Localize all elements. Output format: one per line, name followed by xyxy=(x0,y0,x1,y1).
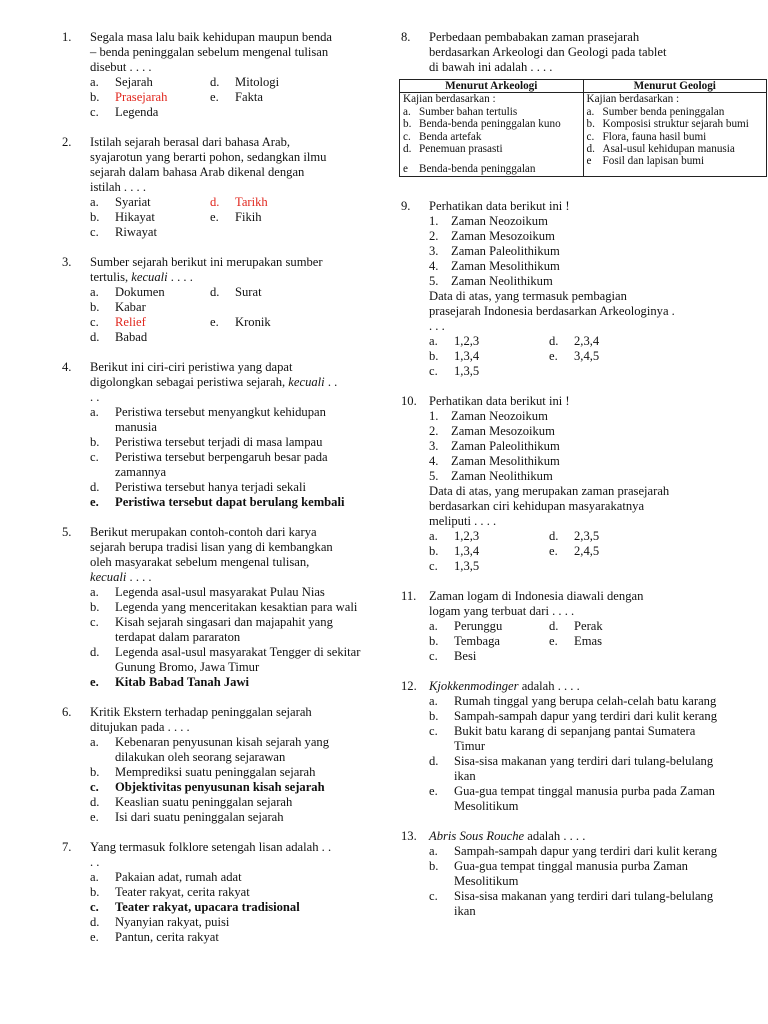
option-empty xyxy=(210,300,362,315)
option-a: a. Legenda asal-usul masyarakat Pulau Nias xyxy=(90,585,325,599)
options xyxy=(90,405,362,510)
question-number: 8. xyxy=(401,30,411,44)
question-number: 9. xyxy=(401,198,411,213)
option-a: a. Sejarah xyxy=(90,75,153,89)
option-e: e. Pantun, cerita rakyat xyxy=(90,930,219,944)
question-number: 11. xyxy=(401,588,417,603)
highlighted-answer: Kitab Babad Tanah Jawi xyxy=(115,675,250,689)
option-a: a. Syariat xyxy=(90,195,151,209)
table-item: a. Sumber benda peninggalan xyxy=(586,105,725,118)
options xyxy=(429,844,721,919)
comparison-table xyxy=(399,79,767,177)
highlighted-answer: Objektivitas penyusunan kisah sejarah xyxy=(115,780,325,794)
option-e: e. Fakta xyxy=(210,90,263,104)
question-text: . . . xyxy=(429,318,445,333)
options xyxy=(429,529,721,574)
option-a: a. 1,2,3 xyxy=(429,528,480,543)
table-intro: Kajian berdasarkan : xyxy=(403,93,496,106)
question-number: 3. xyxy=(62,255,72,269)
question-text: Sumber sejarah berikut ini merupakan sumber xyxy=(90,255,323,269)
question-text: istilah . . . . xyxy=(90,180,146,194)
question-text: . . xyxy=(90,855,100,869)
option-b: b. 1,3,4 xyxy=(429,543,480,558)
question-8 xyxy=(401,30,749,177)
question-6 xyxy=(62,705,362,825)
options xyxy=(90,195,362,240)
option-c: c. 1,3,5 xyxy=(429,363,480,378)
option-d: d. Sisa-sisa makanan yang terdiri dari tulang-belulang ikan xyxy=(429,753,714,783)
question-number: 1. xyxy=(62,30,72,44)
table-item: c. Benda artefak xyxy=(403,130,482,143)
option-e: e. Kronik xyxy=(210,315,271,329)
question-text: disebut . . . . xyxy=(90,60,152,74)
table-header-geologi: Menurut Geologi xyxy=(583,80,767,93)
question-text: logam yang terbuat dari . . . . xyxy=(429,603,575,618)
option-d: d. Surat xyxy=(210,285,262,299)
option-b: b. Sampah-sampah dapur yang terdiri dari kulit kerang xyxy=(429,708,717,723)
option-b: b. Memprediksi suatu peninggalan sejarah xyxy=(90,765,316,779)
question-text: kecuali . . . . xyxy=(90,570,152,584)
question-text: Data di atas, yang merupakan zaman prasejarah xyxy=(429,483,670,498)
option-a: a. Peristiwa tersebut menyangkut kehidupan manusia xyxy=(90,405,326,434)
question-text: Berikut ini ciri-ciri peristiwa yang dapat xyxy=(90,360,293,374)
question-12 xyxy=(401,679,721,814)
question-number: 6. xyxy=(62,705,72,719)
option-b: b. Kabar xyxy=(90,300,146,314)
data-list xyxy=(429,214,721,289)
question-number: 13. xyxy=(401,828,417,843)
table-header-arkeologi: Menurut Arkeologi xyxy=(400,80,584,93)
option-b: b. Legenda yang menceritakan kesaktian para wali xyxy=(90,600,358,614)
table-item: b. Komposisi struktur sejarah bumi xyxy=(586,118,749,131)
option-d: d. Nyanyian rakyat, puisi xyxy=(90,915,230,929)
option-e: e. Kitab Babad Tanah Jawi xyxy=(90,675,362,690)
highlighted-answer: Prasejarah xyxy=(115,90,168,104)
option-e: e. Fikih xyxy=(210,210,262,224)
option-c: c. Bukit batu karang di sepanjang pantai Sumatera Timur xyxy=(429,723,696,753)
question-text: Berikut merupakan contoh-contoh dari karya xyxy=(90,525,317,539)
option-d: d. 2,3,5 xyxy=(549,528,600,543)
question-number: 4. xyxy=(62,360,72,374)
options xyxy=(90,870,362,945)
option-b: b. Tembaga xyxy=(429,633,500,648)
table-cell-arkeologi xyxy=(400,93,584,176)
question-text: sejarah dalam bahasa Arab dikenal dengan xyxy=(90,165,305,179)
list-item: 2. Zaman Mesozoikum xyxy=(429,423,555,438)
option-a: a. Sampah-sampah dapur yang terdiri dari kulit kerang xyxy=(429,843,717,858)
question-text: – benda peninggalan sebelum mengenal tulisan xyxy=(90,45,329,59)
question-text: syajarotun yang berarti pohon, sedangkan ilmu xyxy=(90,150,327,164)
option-b: b. Teater rakyat, cerita rakyat xyxy=(90,885,250,899)
question-number: 2. xyxy=(62,135,72,149)
question-number: 12. xyxy=(401,678,417,693)
question-text: Perbedaan pembabakan zaman prasejarah xyxy=(429,30,640,44)
options xyxy=(429,334,721,379)
option-c: c. Relief xyxy=(90,315,210,330)
question-text: Segala masa lalu baik kehidupan maupun benda xyxy=(90,30,333,44)
list-item: 2. Zaman Mesozoikum xyxy=(429,228,555,243)
question-3 xyxy=(62,255,362,345)
question-text: prasejarah Indonesia berdasarkan Arkeologinya . xyxy=(429,303,675,318)
options xyxy=(90,285,362,345)
question-9 xyxy=(401,199,721,379)
options xyxy=(90,75,362,120)
question-text: berdasarkan Arkeologi dan Geologi pada tablet xyxy=(429,45,667,59)
option-b: b. Prasejarah xyxy=(90,90,210,105)
highlighted-answer: Teater rakyat, upacara tradisional xyxy=(115,900,300,914)
list-item: 3. Zaman Paleolithikum xyxy=(429,438,560,453)
highlighted-answer: Relief xyxy=(115,315,146,329)
question-text: Perhatikan data berikut ini ! xyxy=(429,198,570,213)
option-e: e. 2,4,5 xyxy=(549,543,600,558)
question-text: Istilah sejarah berasal dari bahasa Arab, xyxy=(90,135,291,149)
data-list xyxy=(429,409,721,484)
question-text: Data di atas, yang termasuk pembagian xyxy=(429,288,627,303)
question-4 xyxy=(62,360,362,510)
question-number: 5. xyxy=(62,525,72,539)
question-text: oleh masyarakat sebelum mengenal tulisan, xyxy=(90,555,310,569)
option-a: a. Pakaian adat, rumah adat xyxy=(90,870,242,884)
question-text: Kjokkenmodinger adalah . . . . xyxy=(429,678,580,693)
option-c: c. Riwayat xyxy=(90,225,157,239)
option-e: e. Emas xyxy=(549,633,602,648)
list-item: 1. Zaman Neozoikum xyxy=(429,213,548,228)
option-d: d. Tarikh xyxy=(210,195,362,210)
question-text: . . xyxy=(90,390,100,404)
question-11 xyxy=(401,589,721,664)
question-text: sejarah berupa tradisi lisan yang di kembangkan xyxy=(90,540,333,554)
question-5 xyxy=(62,525,362,690)
list-item: 3. Zaman Paleolithikum xyxy=(429,243,560,258)
list-item: 4. Zaman Mesolithikum xyxy=(429,453,560,468)
option-c: c. Besi xyxy=(429,648,477,663)
question-1 xyxy=(62,30,362,120)
question-13 xyxy=(401,829,721,919)
option-c: c. Sisa-sisa makanan yang terdiri dari tulang-belulang ikan xyxy=(429,888,714,918)
options xyxy=(90,735,362,825)
option-b: b. Hikayat xyxy=(90,210,155,224)
options xyxy=(429,619,721,664)
option-c: c. Peristiwa tersebut berpengaruh besar pada zamannya xyxy=(90,450,328,479)
question-text: Abris Sous Rouche adalah . . . . xyxy=(429,828,586,843)
options xyxy=(90,585,362,690)
option-c: c. Teater rakyat, upacara tradisional xyxy=(90,900,362,915)
option-e: e. 3,4,5 xyxy=(549,348,600,363)
table-item: b. Benda-benda peninggalan kuno xyxy=(403,118,561,131)
option-c: c. Kisah sejarah singasari dan majapahit yang terdapat dalam pararaton xyxy=(90,615,333,644)
option-d2: d. Babad xyxy=(90,330,148,344)
highlighted-answer: Tarikh xyxy=(235,195,268,209)
table-item: e Fosil dan lapisan bumi xyxy=(586,155,705,168)
list-item: 4. Zaman Mesolithikum xyxy=(429,258,560,273)
option-c: c. Legenda xyxy=(90,105,159,119)
option-a: a. Kebenaran penyusunan kisah sejarah yang dilakukan oleh seorang sejarawan xyxy=(90,735,330,764)
table-item: e Benda-benda peninggalan xyxy=(403,163,536,176)
options xyxy=(429,694,721,814)
list-item: 5. Zaman Neolithikum xyxy=(429,273,553,288)
option-e: e. Gua-gua tempat tinggal manusia purba pada Zaman Mesolitikum xyxy=(429,783,715,813)
question-7 xyxy=(62,840,362,945)
question-text: ditujukan pada . . . . xyxy=(90,720,190,734)
question-number: 10. xyxy=(401,393,417,408)
option-e: e. Isi dari suatu peninggalan sejarah xyxy=(90,810,284,824)
highlighted-answer: Peristiwa tersebut dapat berulang kembali xyxy=(115,495,345,509)
table-item: d. Asal-usul kehidupan manusia xyxy=(586,143,735,156)
question-text: Yang termasuk folklore setengah lisan adalah . . xyxy=(90,840,332,854)
left-column xyxy=(62,30,362,960)
list-item: 5. Zaman Neolithikum xyxy=(429,468,553,483)
option-a: a. Dokumen xyxy=(90,285,165,299)
option-b: b. Peristiwa tersebut terjadi di masa lampau xyxy=(90,435,323,449)
table-intro: Kajian berdasarkan : xyxy=(586,93,680,106)
option-c: c. 1,3,5 xyxy=(429,558,480,573)
option-d: d. Keaslian suatu peninggalan sejarah xyxy=(90,795,293,809)
list-item: 1. Zaman Neozoikum xyxy=(429,408,548,423)
option-b: b. Gua-gua tempat tinggal manusia purba Zaman Mesolitikum xyxy=(429,858,688,888)
option-d: d. Legenda asal-usul masyarakat Tengger di sekitar Gunung Bromo, Jawa Timur xyxy=(90,645,361,674)
option-a: a. 1,2,3 xyxy=(429,333,480,348)
right-column xyxy=(401,30,749,934)
option-b: b. 1,3,4 xyxy=(429,348,480,363)
question-10 xyxy=(401,394,721,574)
question-text: tertulis, kecuali . . . . xyxy=(90,270,193,284)
option-a: a. Rumah tinggal yang berupa celah-celah batu karang xyxy=(429,693,717,708)
question-text: di bawah ini adalah . . . . xyxy=(429,60,553,74)
question-text: Zaman logam di Indonesia diawali dengan xyxy=(429,588,644,603)
question-2 xyxy=(62,135,362,240)
option-d: d. Peristiwa tersebut hanya terjadi sekali xyxy=(90,480,306,494)
table-item: c. Flora, fauna hasil bumi xyxy=(586,130,707,143)
option-c: c. Objektivitas penyusunan kisah sejarah xyxy=(90,780,362,795)
option-d: d. 2,3,4 xyxy=(549,333,600,348)
option-e: e. Peristiwa tersebut dapat berulang kembali xyxy=(90,495,362,510)
question-number: 7. xyxy=(62,840,72,854)
question-text: Kritik Ekstern terhadap peninggalan sejarah xyxy=(90,705,312,719)
question-text: digolongkan sebagai peristiwa sejarah, kecuali . . xyxy=(90,375,338,389)
question-text: meliputi . . . . xyxy=(429,513,497,528)
option-a: a. Perunggu xyxy=(429,618,503,633)
table-item: a. Sumber bahan tertulis xyxy=(403,105,518,118)
option-d: d. Perak xyxy=(549,618,603,633)
question-text: berdasarkan ciri kehidupan masyarakatnya xyxy=(429,498,645,513)
table-item: d. Penemuan prasasti xyxy=(403,143,503,156)
option-d: d. Mitologi xyxy=(210,75,280,89)
question-text: Perhatikan data berikut ini ! xyxy=(429,393,570,408)
table-cell-geologi xyxy=(583,93,767,176)
